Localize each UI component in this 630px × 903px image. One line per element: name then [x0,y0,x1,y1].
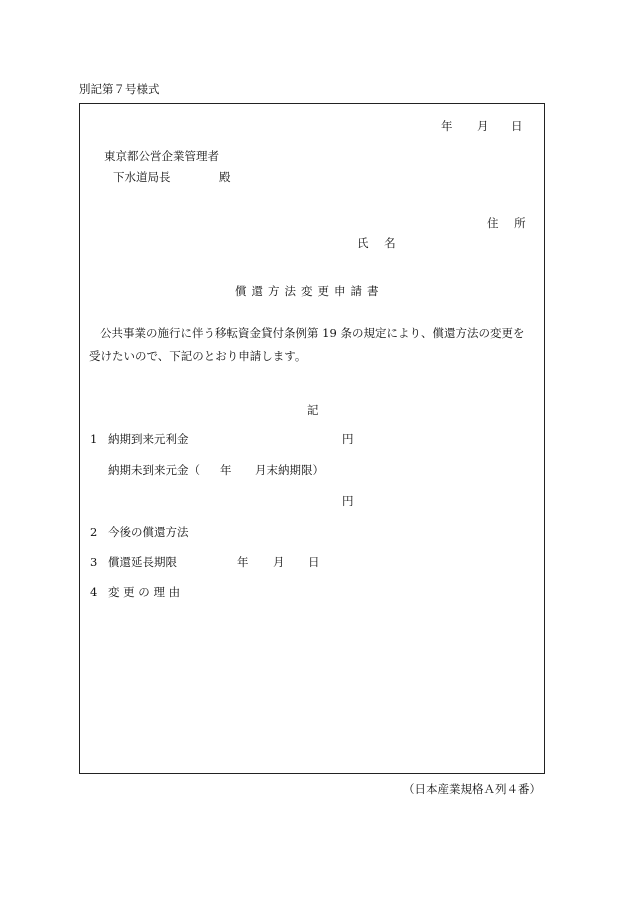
date-year-label: 年 [441,119,453,133]
item3-number: 3 [90,555,98,569]
item1-sub-label: 納期未到来元金（ [108,463,200,477]
form-number-label: 別記第７号様式 [79,82,160,96]
addressee-line1: 東京都公営企業管理者 [104,149,219,163]
item2-number: 2 [90,525,98,539]
item1-number: 1 [90,432,98,446]
addressee-line2: 下水道局長 [113,170,171,184]
applicant-name-label: 氏 名 [357,236,402,250]
item3-day: 日 [308,555,320,569]
item1-sub-year: 年 [220,463,232,477]
applicant-address-label: 住 所 [487,216,532,230]
date-month-label: 月 [477,119,489,133]
item3-month: 月 [273,555,285,569]
item1-yen: 円 [342,432,354,446]
footer-paper-size-note: （日本産業規格Ａ列４番） [403,782,541,796]
item1-label: 納期到来元利金 [108,432,189,446]
item4-number: 4 [90,585,98,599]
item3-label: 償還延長期限 [108,555,177,569]
document-title: 償還方法変更申請書 [235,284,384,298]
item1-yen-2: 円 [342,494,354,508]
addressee-honorific: 殿 [219,170,231,184]
ki-marker: 記 [307,403,319,417]
body-line-2: 受けたいので、下記のとおり申請します。 [89,349,307,363]
body-line-1: 公共事業の施行に伴う移転資金貸付条例第 19 条の規定により、償還方法の変更を [100,326,525,340]
item1-sub-month: 月末納期限） [255,463,324,477]
item3-year: 年 [237,555,249,569]
item4-label: 変 更 の 理 由 [108,585,181,599]
item2-label: 今後の償還方法 [108,525,189,539]
date-day-label: 日 [511,119,523,133]
